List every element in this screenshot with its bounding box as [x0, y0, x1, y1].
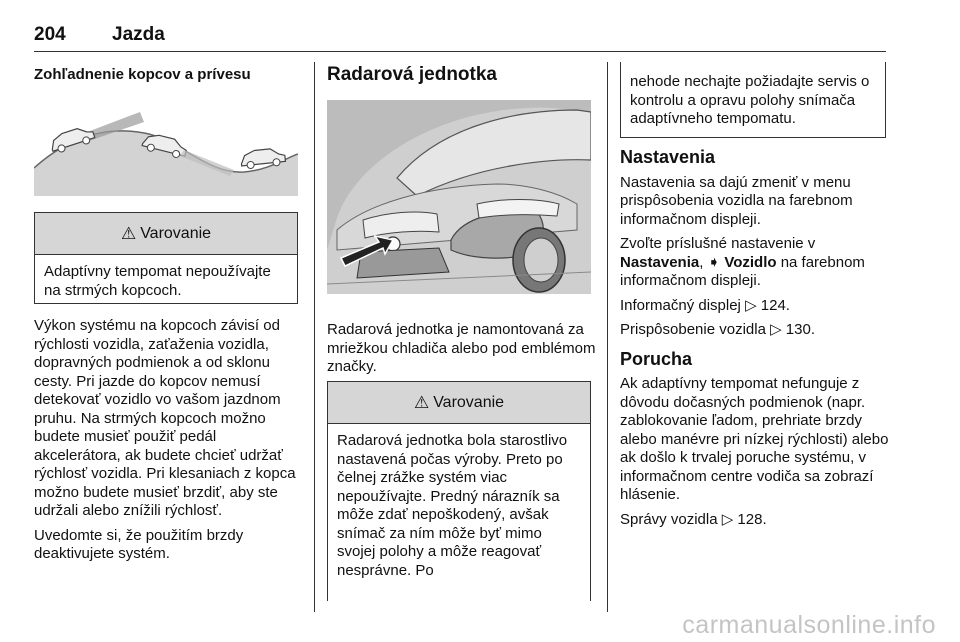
warning-box-continued — [620, 62, 886, 138]
page-reference-icon: ▷ — [721, 510, 734, 528]
warning-title: Varovanie — [433, 393, 505, 411]
page-header — [34, 24, 886, 52]
warning-triangle-icon: ⚠ — [120, 223, 137, 243]
menu-path-vehicle: Vozidlo — [724, 253, 777, 271]
section-heading-settings: Nastavenia — [620, 147, 716, 167]
warning-title: Varovanie — [140, 224, 212, 242]
watermark: carmanualsonline.info — [682, 611, 936, 639]
menu-path-settings: Nastavenia — [620, 253, 700, 271]
reference-vehicle-personalisation: Prispôsobenie vozidla ▷ 130. — [620, 321, 816, 338]
menu-arrow-icon: ➧ — [707, 253, 721, 271]
page-number: 204 — [34, 24, 66, 45]
settings-paragraph-1: Nastavenia sa dajú zmeniť v menu prispôsobenia vozidla na farebnom informačnom displeji. — [620, 173, 853, 228]
hills-paragraph-1: Výkon systému na kopcoch závisí od rýchlosti vozidla, zaťaženia vozidla, dopravných podmienok a od sklonu cesty. Pri jazde do kopcov nemusí detekovať vozidlo vo vašom jazdnom pruhu. Na strmých kopcoch možno budete musieť použiť pedál akcelerátora, ak budete chcieť udržať rýchlosť vozidla. Pri klesaniach z kopca možno budete musieť brzdiť, aby ste udržali alebo znížili rýchlosť. — [34, 317, 296, 519]
column-divider-1 — [314, 62, 315, 612]
column-divider-2 — [607, 62, 608, 612]
reference-info-display: Informačný displej ▷ 124. — [620, 296, 790, 314]
section-heading-hills: Zohľadnenie kopcov a prívesu — [34, 66, 251, 83]
warning-text: Radarová jednotka bola starostlivo nastavená počas výroby. Preto po čelnej zrážke systém viac nepoužívajte. Predný nárazník sa môže zdať nepoškodený, avšak snímač za ním môže byť mimo svojej polohy a môže reagovať nesprávne. Po — [337, 432, 568, 579]
section-heading-radar: Radarová jednotka — [327, 64, 497, 85]
car-radar-illustration — [327, 100, 591, 294]
warning-text: Adaptívny tempomat nepoužívajte na strmých kopcoch. — [44, 263, 271, 299]
chapter-title: Jazda — [112, 24, 165, 45]
radar-paragraph: Radarová jednotka je namontovaná za mriežkou chladiča alebo pod emblémom značky. — [327, 321, 596, 375]
hill-illustration — [34, 92, 298, 196]
hills-text — [34, 317, 304, 570]
section-heading-fault: Porucha — [620, 348, 693, 369]
settings-paragraph-2: Zvoľte príslušné nastavenie v Nastavenia, ➧ Vozidlo na farebnom informačnom displeji. — [620, 235, 865, 289]
warning-triangle-icon: ⚠ — [413, 392, 430, 412]
reference-vehicle-messages: Správy vozidla ▷ 128. — [620, 510, 767, 528]
page-reference-icon: ▷ — [745, 296, 757, 314]
warning-header — [328, 382, 590, 424]
hills-paragraph-2: Uvedomte si, že použitím brzdy deaktivujete systém. — [34, 526, 244, 562]
warning-box-hills — [34, 212, 298, 304]
warning-box-radar — [327, 381, 591, 601]
column-3-text — [620, 148, 890, 535]
page-reference-icon: ▷ — [770, 321, 782, 338]
warning-header — [35, 213, 297, 255]
warning-text-continued: nehode nechajte požiadajte servis o kontrolu a opravu polohy snímača adaptívneho tempomatu. — [630, 73, 870, 127]
fault-paragraph: Ak adaptívny tempomat nefunguje z dôvodu dočasných podmienok (napr. zablokovanie ľadom, prehriate brzdy alebo manévre pri nízkej rýchlosti) alebo ak došlo k trvalej poruche systému, v informačnom centre vodiča sa zobrazí hlásenie. — [620, 375, 889, 503]
